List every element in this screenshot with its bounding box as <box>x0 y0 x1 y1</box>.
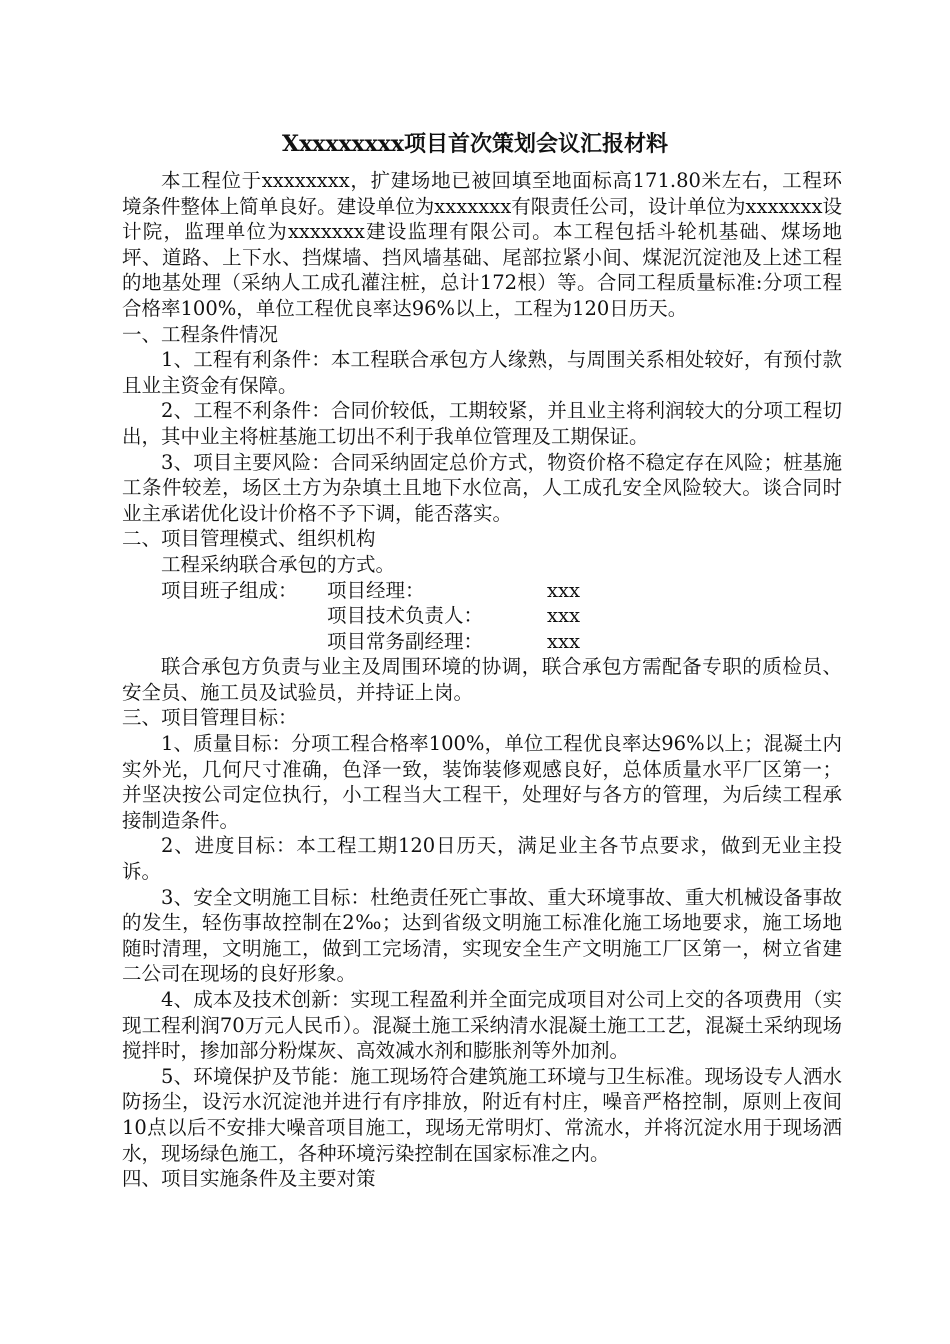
team-row <box>122 578 842 604</box>
section-heading-management: 二、项目管理模式、组织机构 <box>122 527 376 551</box>
main-risks-paragraph: 3、项目主要风险：合同采纳固定总价方式，物资价格不稳定存在风险；桩基施工条件较差，场区土方为杂填土且地下水位高，人工成孔安全风险较大。谈合同时业主承诺优化设计价格不予下调，能否落实。 <box>122 450 842 525</box>
document-body <box>122 168 842 1192</box>
team-role: 项目常务副经理： <box>327 629 484 653</box>
team-member-name: xxx <box>547 604 580 628</box>
staffing-paragraph: 联合承包方负责与业主及周围环境的协调，联合承包方需配备专职的质检员、安全员、施工员及试验员，并持证上岗。 <box>122 655 842 704</box>
team-role: 项目经理： <box>327 578 425 602</box>
favorable-conditions-paragraph: 1、工程有利条件：本工程联合承包方人缘熟，与周围关系相处较好，有预付款且业主资金有保障。 <box>122 348 842 397</box>
unfavorable-conditions-paragraph: 2、工程不利条件：合同价较低，工期较紧，并且业主将利润较大的分项工程切出，其中业主将桩基施工切出不利于我单位管理及工期保证。 <box>122 399 842 448</box>
contract-mode-paragraph: 工程采纳联合承包的方式。 <box>161 552 396 576</box>
section-heading-implementation: 四、项目实施条件及主要对策 <box>122 1167 376 1191</box>
section-heading-conditions: 一、工程条件情况 <box>122 322 279 346</box>
document-title: Xxxxxxxxx项目首次策划会议汇报材料 <box>282 131 668 157</box>
team-lead-label: 项目班子组成： <box>161 578 298 602</box>
quality-goal-paragraph: 1、质量目标：分项工程合格率100%，单位工程优良率达96%以上；混凝土内实外光，几何尺寸准确，色泽一致，装饰装修观感良好，总体质量水平厂区第一；并坚决按公司定位执行，小工程当大工程干，处理好与各方的管理，为后续工程承接制造条件。 <box>122 732 842 832</box>
section-heading-goals: 三、项目管理目标： <box>122 706 298 730</box>
schedule-goal-paragraph: 2、进度目标：本工程工期120日历天，满足业主各节点要求，做到无业主投诉。 <box>122 834 842 884</box>
team-row <box>122 603 842 629</box>
team-row <box>122 629 842 655</box>
environment-paragraph: 5、环境保护及节能：施工现场符合建筑施工环境与卫生标准。现场设专人洒水防扬尘，设污水沉淀池并进行有序排放，附近有村庄，噪音严格控制，原则上夜间10点以后不安排大噪音项目施工，现场无常明灯、常流水，并将沉淀水用于现场洒水，现场绿色施工，各种环境污染控制在国家标准之内。 <box>122 1064 842 1165</box>
safety-goal-paragraph: 3、安全文明施工目标：杜绝责任死亡事故、重大环境事故、重大机械设备事故的发生，轻伤事故控制在2‰；达到省级文明施工标准化施工场地要求，施工场地随时清理，文明施工，做到工完场清，实现安全生产文明施工厂区第一，树立省建二公司在现场的良好形象。 <box>122 885 842 986</box>
intro-paragraph: 本工程位于xxxxxxxx，扩建场地已被回填至地面标高171.80米左右，工程环境条件整体上简单良好。建设单位为xxxxxxx有限责任公司，设计单位为xxxxxxx设计院，监理单位为xxxxxxx建设监理有限公司。本工程包括斗轮机基础、煤场地坪、道路、上下水、挡煤墙、挡风墙基础、尾部拉紧小间、煤泥沉淀池及上述工程的地基处理（采纳人工成孔灌注桩，总计172根）等。合同工程质量标准:分项工程合格率100%，单位工程优良率达96%以上，工程为120日历天。 <box>122 169 842 320</box>
team-member-name: xxx <box>547 629 580 653</box>
team-role: 项目技术负责人： <box>327 604 484 628</box>
team-member-name: xxx <box>547 578 580 602</box>
cost-innovation-paragraph: 4、成本及技术创新：实现工程盈利并全面完成项目对公司上交的各项费用（实现工程利润70万元人民币）。混凝土施工采纳清水混凝土施工工艺，混凝土采纳现场搅拌时，掺加部分粉煤灰、高效减水剂和膨胀剂等外加剂。 <box>122 988 842 1063</box>
